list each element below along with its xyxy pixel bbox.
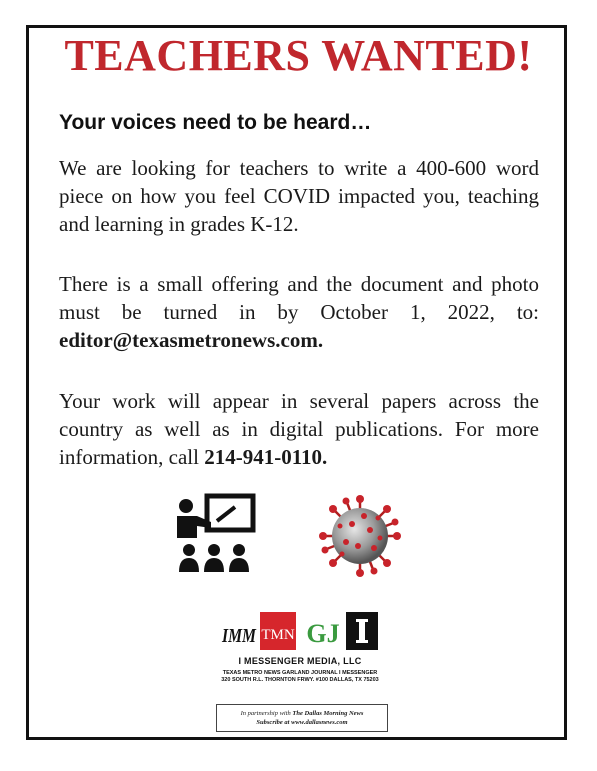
flyer-title: TEACHERS WANTED!	[64, 31, 533, 80]
paragraph-call-for-teachers: We are looking for teachers to write a 400-600 word piece on how you feel COVID impacted you, teaching and learning in grades K-12.	[59, 156, 539, 236]
paragraph-publication-info	[59, 387, 539, 471]
texas-metro-news-logo	[260, 612, 296, 650]
partner-name: The Dallas Morning News	[292, 710, 364, 717]
imm-logo-text: IMM	[221, 625, 257, 647]
imm-logo	[222, 618, 256, 648]
address-line: 320 SOUTH R.L. THORNTON FRWY. #100 DALLAS, TX 75203	[221, 677, 379, 683]
partner-prefix: In partnership with	[240, 710, 291, 717]
publisher-name: I MESSENGER MEDIA, LLC	[238, 656, 362, 666]
teacher-classroom-icon	[173, 494, 255, 576]
publisher-logo-block	[210, 608, 390, 706]
publications-line: TEXAS METRO NEWS GARLAND JOURNAL I MESSENGER	[222, 670, 378, 676]
publication-text: Your work will appear in several papers across the country as well as in digital publications. For more information, call	[59, 389, 539, 469]
tmn-logo-text: TMN	[261, 627, 295, 643]
contact-phone: 214-941-0110.	[204, 445, 328, 469]
publication-logos	[222, 612, 382, 652]
garland-journal-logo	[306, 614, 340, 650]
editor-email: editor@texasmetronews.com.	[59, 328, 324, 352]
partner-line-1	[217, 709, 387, 718]
submission-text: There is a small offering and the document and photo must be turned in by October 1, 2022, to:	[59, 272, 539, 324]
i-messenger-logo	[346, 612, 378, 650]
gj-logo-text: GJ	[306, 619, 340, 648]
paragraph-submission-details	[59, 270, 539, 354]
publisher-details	[210, 670, 390, 684]
partner-line-2: Subscribe at www.dallasnews.com	[256, 719, 348, 726]
partnership-box	[216, 704, 388, 732]
coronavirus-illustration	[318, 494, 402, 578]
flyer-subtitle: Your voices need to be heard…	[59, 111, 372, 134]
